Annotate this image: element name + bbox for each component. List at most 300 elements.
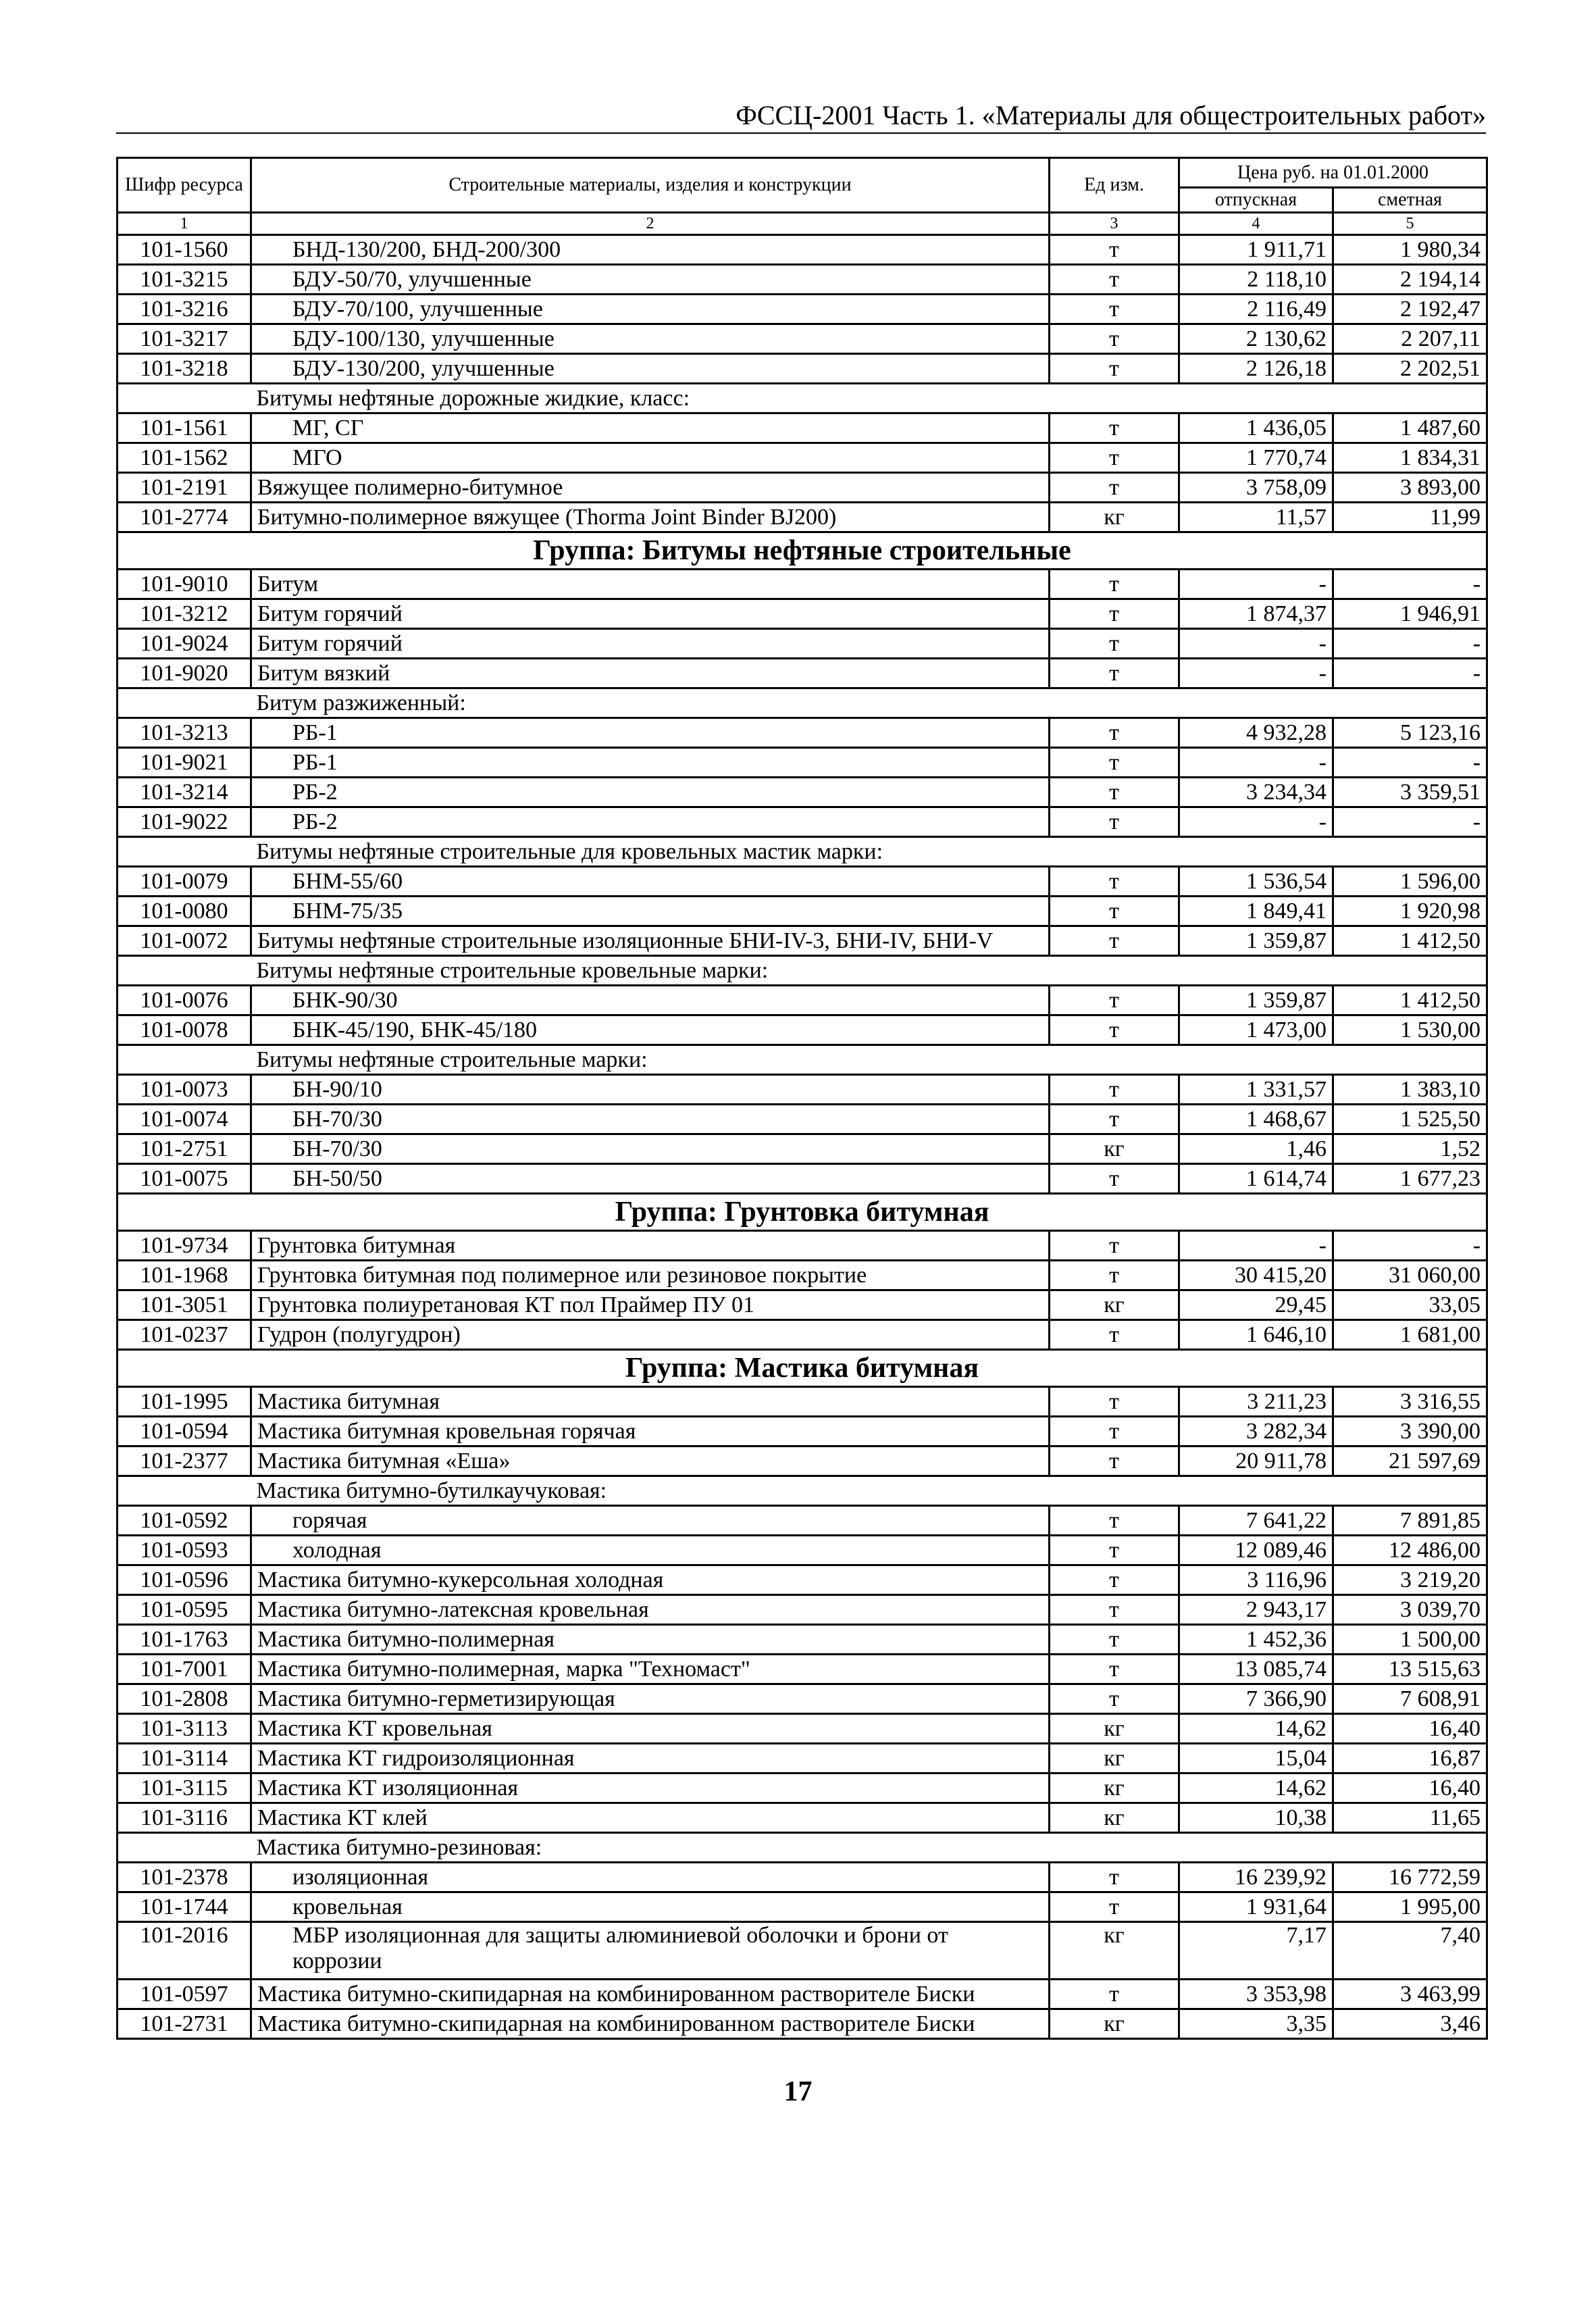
estimate-price: 1 677,23	[1333, 1164, 1487, 1194]
estimate-price: 3 463,99	[1333, 1980, 1487, 2009]
estimate-price: 21 597,69	[1333, 1447, 1487, 1476]
estimate-price: 7 608,91	[1333, 1684, 1487, 1714]
resource-code: 101-2774	[118, 503, 251, 532]
price-table-container	[116, 157, 1486, 2040]
release-price: 2 943,17	[1179, 1595, 1333, 1625]
resource-code: 101-1560	[118, 235, 251, 265]
table-row	[118, 897, 1487, 926]
price-table	[116, 157, 1488, 2040]
resource-code: 101-1995	[118, 1387, 251, 1417]
subheading-code-cell	[118, 837, 251, 867]
estimate-price: 11,65	[1333, 1803, 1487, 1833]
release-price: -	[1179, 570, 1333, 599]
material-name: БН-70/30	[251, 1134, 1050, 1164]
table-row	[118, 599, 1487, 629]
table-row	[118, 1892, 1487, 1922]
estimate-price: -	[1333, 1231, 1487, 1261]
unit: т	[1050, 473, 1179, 503]
resource-code: 101-0073	[118, 1075, 251, 1105]
estimate-price: 3,46	[1333, 2009, 1487, 2039]
table-row	[118, 1774, 1487, 1803]
resource-code: 101-3114	[118, 1744, 251, 1774]
release-price: -	[1179, 629, 1333, 659]
resource-code: 101-1968	[118, 1261, 251, 1290]
resource-code: 101-3216	[118, 295, 251, 324]
table-row	[118, 324, 1487, 354]
col-number: 1	[118, 213, 251, 235]
release-price: 1 849,41	[1179, 897, 1333, 926]
unit: т	[1050, 1625, 1179, 1655]
estimate-price: 2 194,14	[1333, 265, 1487, 295]
unit: т	[1050, 1447, 1179, 1476]
table-row	[118, 1447, 1487, 1476]
release-price: 1,46	[1179, 1134, 1333, 1164]
table-row	[118, 1320, 1487, 1350]
resource-code: 101-9010	[118, 570, 251, 599]
resource-code: 101-9022	[118, 807, 251, 837]
estimate-price: 3 359,51	[1333, 778, 1487, 807]
col-header-price: Цена руб. на 01.01.2000	[1179, 158, 1487, 188]
resource-code: 101-0078	[118, 1015, 251, 1045]
table-row	[118, 1655, 1487, 1684]
resource-code: 101-0597	[118, 1980, 251, 2009]
table-row	[118, 1536, 1487, 1565]
material-name: МБР изоляционная для защиты алюминиевой оболочки и брони от коррозии	[251, 1922, 1050, 1980]
material-name: БДУ-100/130, улучшенные	[251, 324, 1050, 354]
unit: т	[1050, 1320, 1179, 1350]
unit: т	[1050, 1595, 1179, 1625]
release-price: -	[1179, 659, 1333, 688]
material-name: Мастика битумно-кукерсольная холодная	[251, 1565, 1050, 1595]
material-name: Битум	[251, 570, 1050, 599]
estimate-price: 2 202,51	[1333, 354, 1487, 384]
table-row	[118, 1387, 1487, 1417]
group-heading-row	[118, 1194, 1487, 1231]
resource-code: 101-0594	[118, 1417, 251, 1447]
resource-code: 101-9734	[118, 1231, 251, 1261]
material-name: Мастика битумная «Еша»	[251, 1447, 1050, 1476]
unit: т	[1050, 295, 1179, 324]
estimate-price: 1 681,00	[1333, 1320, 1487, 1350]
release-price: 1 911,71	[1179, 235, 1333, 265]
estimate-price: 16 772,59	[1333, 1863, 1487, 1892]
material-name: БН-70/30	[251, 1105, 1050, 1134]
release-price: 29,45	[1179, 1290, 1333, 1320]
col-header-estimate: сметная	[1333, 188, 1487, 213]
release-price: 2 130,62	[1179, 324, 1333, 354]
table-row	[118, 778, 1487, 807]
release-price: 7,17	[1179, 1922, 1333, 1980]
estimate-price: 1 383,10	[1333, 1075, 1487, 1105]
unit: т	[1050, 718, 1179, 748]
resource-code: 101-0079	[118, 867, 251, 897]
material-name: Мастика КТ гидроизоляционная	[251, 1744, 1050, 1774]
material-name: БН-90/10	[251, 1075, 1050, 1105]
material-name: БНК-45/190, БНК-45/180	[251, 1015, 1050, 1045]
estimate-price: 16,40	[1333, 1774, 1487, 1803]
resource-code: 101-3113	[118, 1714, 251, 1744]
resource-code: 101-0074	[118, 1105, 251, 1134]
material-name: БНК-90/30	[251, 986, 1050, 1015]
table-row	[118, 1625, 1487, 1655]
release-price: 3,35	[1179, 2009, 1333, 2039]
release-price: 14,62	[1179, 1714, 1333, 1744]
release-price: 20 911,78	[1179, 1447, 1333, 1476]
subheading: Битумы нефтяные дорожные жидкие, класс:	[251, 384, 1487, 413]
unit: т	[1050, 629, 1179, 659]
resource-code: 101-9020	[118, 659, 251, 688]
table-row	[118, 503, 1487, 532]
unit: т	[1050, 1015, 1179, 1045]
subheading: Битумы нефтяные строительные кровельные марки:	[251, 956, 1487, 986]
unit: т	[1050, 570, 1179, 599]
table-row	[118, 235, 1487, 265]
resource-code: 101-2731	[118, 2009, 251, 2039]
unit: т	[1050, 413, 1179, 443]
unit: т	[1050, 1261, 1179, 1290]
unit: кг	[1050, 1714, 1179, 1744]
unit: т	[1050, 659, 1179, 688]
unit: т	[1050, 354, 1179, 384]
unit: т	[1050, 807, 1179, 837]
release-price: 1 436,05	[1179, 413, 1333, 443]
subheading-row	[118, 384, 1487, 413]
material-name: холодная	[251, 1536, 1050, 1565]
resource-code: 101-0237	[118, 1320, 251, 1350]
table-row	[118, 1417, 1487, 1447]
resource-code: 101-2377	[118, 1447, 251, 1476]
table-row	[118, 354, 1487, 384]
estimate-price: 16,87	[1333, 1744, 1487, 1774]
group-heading-row	[118, 1350, 1487, 1387]
release-price: 1 452,36	[1179, 1625, 1333, 1655]
table-row	[118, 986, 1487, 1015]
table-row	[118, 1595, 1487, 1625]
release-price: 1 614,74	[1179, 1164, 1333, 1194]
material-name: БНМ-55/60	[251, 867, 1050, 897]
header-rule	[116, 132, 1486, 134]
table-row	[118, 1134, 1487, 1164]
release-price: 1 468,67	[1179, 1105, 1333, 1134]
resource-code: 101-3218	[118, 354, 251, 384]
release-price: 2 126,18	[1179, 354, 1333, 384]
material-name: Битум горячий	[251, 599, 1050, 629]
release-price: 7 641,22	[1179, 1506, 1333, 1536]
release-price: 7 366,90	[1179, 1684, 1333, 1714]
material-name: БН-50/50	[251, 1164, 1050, 1194]
estimate-price: -	[1333, 807, 1487, 837]
subheading: Битумы нефтяные строительные для кровельных мастик марки:	[251, 837, 1487, 867]
estimate-price: -	[1333, 659, 1487, 688]
estimate-price: 1 487,60	[1333, 413, 1487, 443]
table-row	[118, 1863, 1487, 1892]
unit: т	[1050, 926, 1179, 956]
table-row	[118, 265, 1487, 295]
table-row	[118, 2009, 1487, 2039]
material-name: Мастика КТ кровельная	[251, 1714, 1050, 1744]
subheading-code-cell	[118, 1833, 251, 1863]
material-name: БДУ-130/200, улучшенные	[251, 354, 1050, 384]
resource-code: 101-0595	[118, 1595, 251, 1625]
material-name: Гудрон (полугудрон)	[251, 1320, 1050, 1350]
subheading-row	[118, 1476, 1487, 1506]
release-price: 3 116,96	[1179, 1565, 1333, 1595]
estimate-price: 11,99	[1333, 503, 1487, 532]
resource-code: 101-7001	[118, 1655, 251, 1684]
estimate-price: 3 893,00	[1333, 473, 1487, 503]
unit: т	[1050, 599, 1179, 629]
release-price: 12 089,46	[1179, 1536, 1333, 1565]
unit: т	[1050, 1565, 1179, 1595]
estimate-price: -	[1333, 748, 1487, 778]
release-price: 4 932,28	[1179, 718, 1333, 748]
group-heading: Группа: Мастика битумная	[118, 1350, 1487, 1387]
material-name: БДУ-70/100, улучшенные	[251, 295, 1050, 324]
estimate-price: 1 525,50	[1333, 1105, 1487, 1134]
resource-code: 101-1763	[118, 1625, 251, 1655]
subheading: Битумы нефтяные строительные марки:	[251, 1045, 1487, 1075]
estimate-price: 1 946,91	[1333, 599, 1487, 629]
table-row	[118, 1164, 1487, 1194]
unit: кг	[1050, 1744, 1179, 1774]
material-name: МГО	[251, 443, 1050, 473]
estimate-price: 12 486,00	[1333, 1536, 1487, 1565]
table-row	[118, 1015, 1487, 1045]
unit: кг	[1050, 1922, 1179, 1980]
col-header-unit: Ед изм.	[1050, 158, 1179, 213]
unit: т	[1050, 1536, 1179, 1565]
col-header-name: Строительные материалы, изделия и конструкции	[251, 158, 1050, 213]
material-name: Битумы нефтяные строительные изоляционные БНИ-IV-3, БНИ-IV, БНИ-V	[251, 926, 1050, 956]
subheading-row	[118, 1045, 1487, 1075]
resource-code: 101-0596	[118, 1565, 251, 1595]
table-row	[118, 807, 1487, 837]
subheading: Битум разжиженный:	[251, 688, 1487, 718]
col-header-release: отпускная	[1179, 188, 1333, 213]
table-row	[118, 1980, 1487, 2009]
release-price: 3 353,98	[1179, 1980, 1333, 2009]
estimate-price: 16,40	[1333, 1714, 1487, 1744]
material-name: РБ-2	[251, 807, 1050, 837]
unit: т	[1050, 778, 1179, 807]
unit: т	[1050, 1105, 1179, 1134]
col-number: 4	[1179, 213, 1333, 235]
table-row	[118, 867, 1487, 897]
material-name: Мастика битумно-полимерная	[251, 1625, 1050, 1655]
material-name: РБ-2	[251, 778, 1050, 807]
estimate-price: 7,40	[1333, 1922, 1487, 1980]
table-row	[118, 718, 1487, 748]
estimate-price: 13 515,63	[1333, 1655, 1487, 1684]
subheading-code-cell	[118, 956, 251, 986]
table-row	[118, 1922, 1487, 1980]
subheading-code-cell	[118, 384, 251, 413]
estimate-price: 3 390,00	[1333, 1417, 1487, 1447]
estimate-price: 1 500,00	[1333, 1625, 1487, 1655]
material-name: БНД-130/200, БНД-200/300	[251, 235, 1050, 265]
estimate-price: 1 530,00	[1333, 1015, 1487, 1045]
estimate-price: 33,05	[1333, 1290, 1487, 1320]
resource-code: 101-2751	[118, 1134, 251, 1164]
unit: т	[1050, 235, 1179, 265]
release-price: 15,04	[1179, 1744, 1333, 1774]
material-name: Битумно-полимерное вяжущее (Thorma Joint Binder BJ200)	[251, 503, 1050, 532]
resource-code: 101-1562	[118, 443, 251, 473]
col-number: 5	[1333, 213, 1487, 235]
estimate-price: -	[1333, 629, 1487, 659]
unit: т	[1050, 748, 1179, 778]
unit: т	[1050, 1980, 1179, 2009]
material-name: кровельная	[251, 1892, 1050, 1922]
estimate-price: -	[1333, 570, 1487, 599]
subheading: Мастика битумно-бутилкаучуковая:	[251, 1476, 1487, 1506]
release-price: -	[1179, 748, 1333, 778]
material-name: горячая	[251, 1506, 1050, 1536]
table-row	[118, 1506, 1487, 1536]
subheading-code-cell	[118, 688, 251, 718]
estimate-price: 31 060,00	[1333, 1261, 1487, 1290]
estimate-price: 1 596,00	[1333, 867, 1487, 897]
table-row	[118, 1261, 1487, 1290]
unit: т	[1050, 1387, 1179, 1417]
release-price: -	[1179, 807, 1333, 837]
unit: кг	[1050, 2009, 1179, 2039]
material-name: Битум вязкий	[251, 659, 1050, 688]
table-row	[118, 659, 1487, 688]
resource-code: 101-0072	[118, 926, 251, 956]
release-price: 1 331,57	[1179, 1075, 1333, 1105]
material-name: РБ-1	[251, 748, 1050, 778]
material-name: БДУ-50/70, улучшенные	[251, 265, 1050, 295]
resource-code: 101-9021	[118, 748, 251, 778]
material-name: Грунтовка полиуретановая КТ пол Праймер ПУ 01	[251, 1290, 1050, 1320]
table-body	[118, 235, 1487, 2039]
table-row	[118, 1105, 1487, 1134]
estimate-price: 1 995,00	[1333, 1892, 1487, 1922]
page-number: 17	[783, 2076, 813, 2107]
material-name: БНМ-75/35	[251, 897, 1050, 926]
table-row	[118, 570, 1487, 599]
release-price: 3 282,34	[1179, 1417, 1333, 1447]
material-name: Битум горячий	[251, 629, 1050, 659]
release-price: 10,38	[1179, 1803, 1333, 1833]
estimate-price: 1 412,50	[1333, 986, 1487, 1015]
resource-code: 101-3214	[118, 778, 251, 807]
table-row	[118, 473, 1487, 503]
unit: т	[1050, 1655, 1179, 1684]
unit: т	[1050, 1417, 1179, 1447]
unit: т	[1050, 1164, 1179, 1194]
subheading-code-cell	[118, 1476, 251, 1506]
subheading-row	[118, 956, 1487, 986]
col-number: 2	[251, 213, 1050, 235]
material-name: Мастика битумная	[251, 1387, 1050, 1417]
table-row	[118, 1565, 1487, 1595]
resource-code: 101-0075	[118, 1164, 251, 1194]
release-price: 14,62	[1179, 1774, 1333, 1803]
estimate-price: 3 219,20	[1333, 1565, 1487, 1595]
unit: т	[1050, 867, 1179, 897]
release-price: 3 758,09	[1179, 473, 1333, 503]
resource-code: 101-2378	[118, 1863, 251, 1892]
group-heading-row	[118, 532, 1487, 570]
resource-code: 101-3212	[118, 599, 251, 629]
release-price: 1 646,10	[1179, 1320, 1333, 1350]
material-name: МГ, СГ	[251, 413, 1050, 443]
resource-code: 101-0080	[118, 897, 251, 926]
table-row	[118, 443, 1487, 473]
material-name: Вяжущее полимерно-битумное	[251, 473, 1050, 503]
table-row	[118, 1075, 1487, 1105]
unit: т	[1050, 1231, 1179, 1261]
resource-code: 101-3116	[118, 1803, 251, 1833]
unit: кг	[1050, 1774, 1179, 1803]
resource-code: 101-3115	[118, 1774, 251, 1803]
table-row	[118, 748, 1487, 778]
table-row	[118, 1231, 1487, 1261]
page-header: ФССЦ-2001 Часть 1. «Материалы для общестроительных работ»	[736, 100, 1486, 130]
estimate-price: 2 192,47	[1333, 295, 1487, 324]
resource-code: 101-2191	[118, 473, 251, 503]
unit: кг	[1050, 1134, 1179, 1164]
release-price: 2 118,10	[1179, 265, 1333, 295]
release-price: 1 931,64	[1179, 1892, 1333, 1922]
resource-code: 101-1744	[118, 1892, 251, 1922]
table-row	[118, 1684, 1487, 1714]
unit: кг	[1050, 1803, 1179, 1833]
resource-code: 101-3215	[118, 265, 251, 295]
release-price: 3 211,23	[1179, 1387, 1333, 1417]
release-price: 13 085,74	[1179, 1655, 1333, 1684]
col-number: 3	[1050, 213, 1179, 235]
subheading-row	[118, 837, 1487, 867]
estimate-price: 1 834,31	[1333, 443, 1487, 473]
estimate-price: 5 123,16	[1333, 718, 1487, 748]
material-name: Мастика КТ клей	[251, 1803, 1050, 1833]
resource-code: 101-0076	[118, 986, 251, 1015]
unit: т	[1050, 1892, 1179, 1922]
unit: т	[1050, 1075, 1179, 1105]
table-row	[118, 926, 1487, 956]
estimate-price: 7 891,85	[1333, 1506, 1487, 1536]
unit: т	[1050, 265, 1179, 295]
release-price: 1 359,87	[1179, 926, 1333, 956]
unit: т	[1050, 897, 1179, 926]
release-price: 1 770,74	[1179, 443, 1333, 473]
material-name: РБ-1	[251, 718, 1050, 748]
subheading-row	[118, 1833, 1487, 1863]
estimate-price: 1 980,34	[1333, 235, 1487, 265]
unit: т	[1050, 1684, 1179, 1714]
resource-code: 101-2016	[118, 1922, 251, 1980]
release-price: 1 874,37	[1179, 599, 1333, 629]
unit: т	[1050, 324, 1179, 354]
col-header-code: Шифр ресурса	[118, 158, 251, 213]
release-price: 16 239,92	[1179, 1863, 1333, 1892]
release-price: 1 359,87	[1179, 986, 1333, 1015]
material-name: Мастика битумно-полимерная, марка "Техномаст"	[251, 1655, 1050, 1684]
subheading-row	[118, 688, 1487, 718]
material-name: Грунтовка битумная	[251, 1231, 1050, 1261]
subheading-code-cell	[118, 1045, 251, 1075]
table-row	[118, 1744, 1487, 1774]
resource-code: 101-1561	[118, 413, 251, 443]
unit: кг	[1050, 503, 1179, 532]
estimate-price: 3 039,70	[1333, 1595, 1487, 1625]
release-price: 2 116,49	[1179, 295, 1333, 324]
resource-code: 101-0592	[118, 1506, 251, 1536]
unit: т	[1050, 986, 1179, 1015]
